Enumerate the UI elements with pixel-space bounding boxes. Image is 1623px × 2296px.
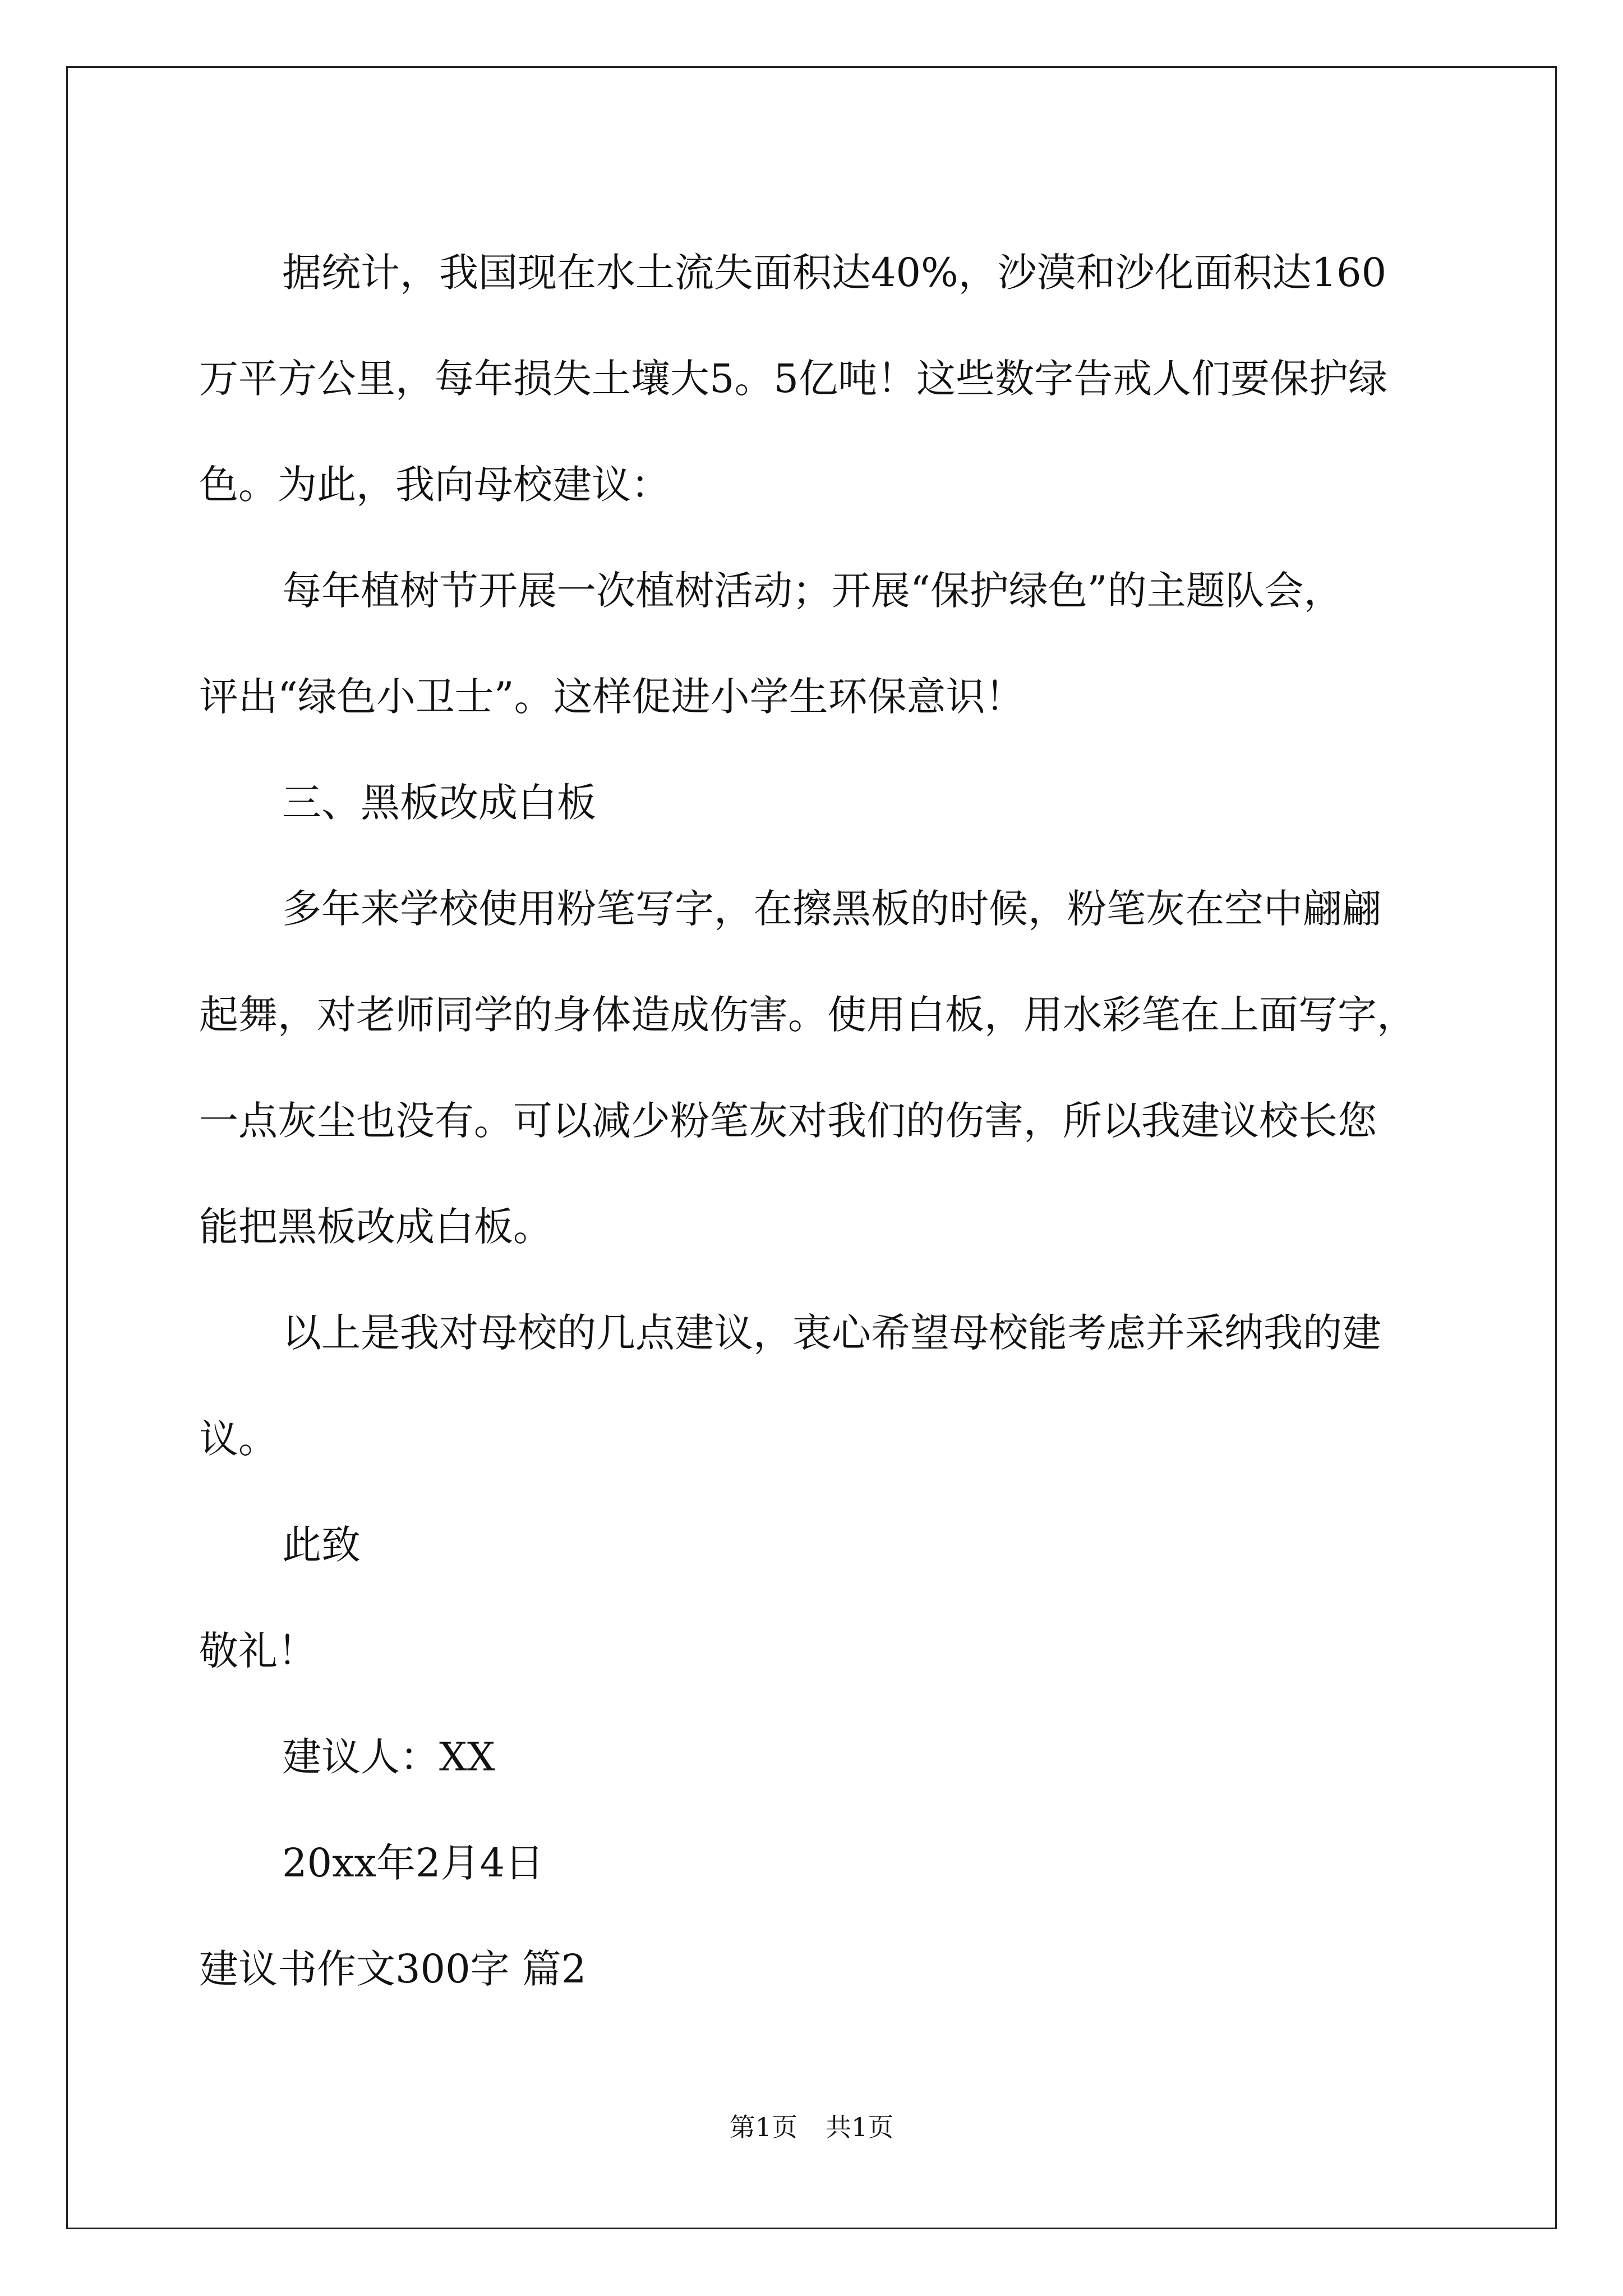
text-line: 此致 xyxy=(282,1522,361,1568)
section-heading-whiteboard xyxy=(199,750,1433,856)
text-line: 建议人：XX xyxy=(282,1734,495,1780)
text-line: 起舞，对老师同学的身体造成伤害。使用白板，用水彩笔在上面写字， xyxy=(199,992,1416,1038)
text-line: 万平方公里，每年损失土壤大5。5亿吨！这些数字告戒人们要保护绿 xyxy=(199,356,1388,402)
text-line: 20xx年2月4日 xyxy=(282,1840,545,1886)
next-article-title xyxy=(199,1916,1433,2022)
page-number: 第1页 xyxy=(729,2112,797,2142)
page-total: 共1页 xyxy=(826,2112,894,2142)
signature-author xyxy=(199,1704,1433,1810)
text-line: 每年植树节开展一次植树活动；开展“保护绿色”的主题队会， xyxy=(282,568,1343,614)
text-line: 三、黑板改成白板 xyxy=(282,780,596,826)
paragraph-tree-planting xyxy=(199,538,1433,750)
text-line: 据统计，我国现在水土流失面积达40%，沙漠和沙化面积达160 xyxy=(282,250,1387,296)
paragraph-conclusion xyxy=(199,1280,1433,1492)
text-line: 以上是我对母校的几点建议，衷心希望母校能考虑并采纳我的建 xyxy=(282,1310,1381,1356)
closing-regards xyxy=(199,1598,1433,1704)
document-body xyxy=(199,220,1433,2022)
text-line: 敬礼！ xyxy=(199,1628,317,1674)
text-line: 多年来学校使用粉笔写字，在擦黑板的时候，粉笔灰在空中翩翩 xyxy=(282,886,1381,932)
signature-date xyxy=(199,1810,1433,1916)
text-line: 建议书作文300字 篇2 xyxy=(199,1946,587,1992)
text-line: 一点灰尘也没有。可以减少粉笔灰对我们的伤害，所以我建议校长您 xyxy=(199,1098,1377,1144)
text-line: 议。 xyxy=(199,1416,278,1462)
closing-salutation xyxy=(199,1492,1433,1598)
paragraph-soil-statistics xyxy=(199,220,1433,538)
text-line: 能把黑板改成白板。 xyxy=(199,1204,552,1250)
paragraph-chalk-dust xyxy=(199,856,1433,1280)
text-line: 评出“绿色小卫士”。这样促进小学生环保意识！ xyxy=(199,674,1025,720)
page-footer xyxy=(0,2110,1623,2144)
text-line: 色。为此，我向母校建议： xyxy=(199,462,670,508)
